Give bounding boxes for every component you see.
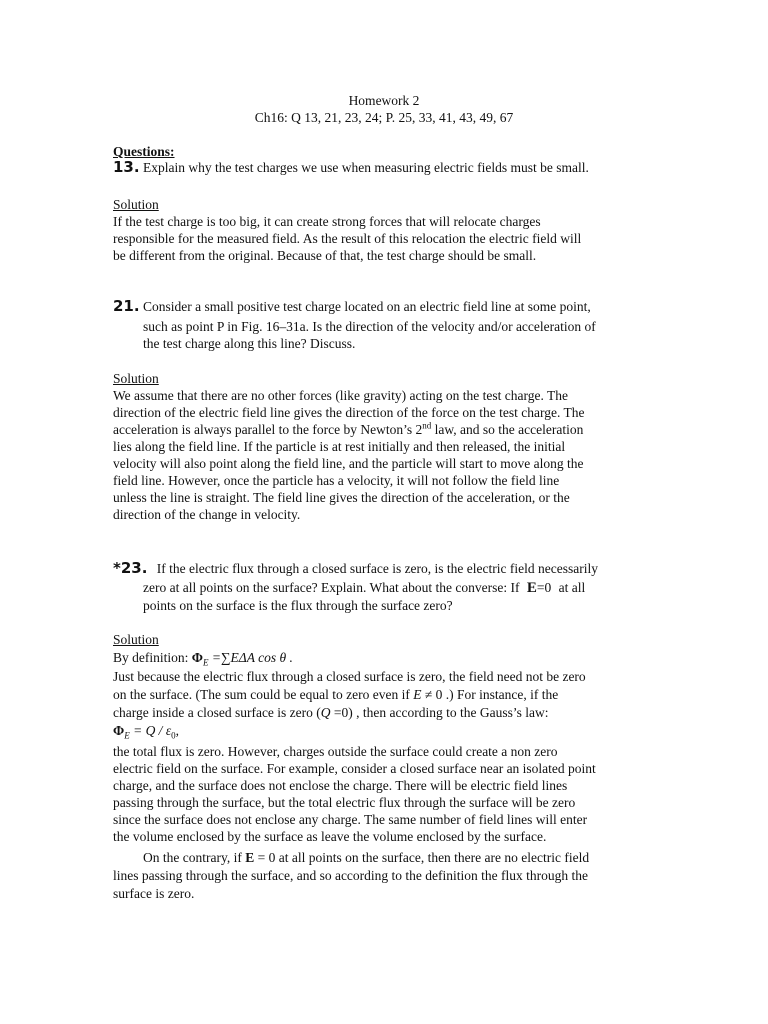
solution-line: We assume that there are no other forces (like gravity) acting on the test charge. The — [113, 388, 568, 403]
question-text: points on the surface is the flux through the surface zero? — [143, 598, 453, 613]
question-text: Explain why the test charges we use when measuring electric fields must be small. — [142, 160, 589, 175]
question-21 — [113, 298, 591, 315]
questions-heading: Questions: — [113, 144, 175, 159]
solution-line: charge inside a closed surface is zero (Q =0) , then according to the Gauss’s law: — [113, 705, 549, 720]
question-number: *23. — [113, 559, 148, 577]
solution-line: lies along the field line. If the particle is at rest initially and then released, the initial — [113, 439, 566, 454]
solution-line: charge, and the surface does not enclose the charge. There will be electric field lines — [113, 778, 568, 793]
solution-line: velocity will also point along the field line, and the particle will start to move along the — [113, 456, 584, 471]
solution-line: If the test charge is too big, it can create strong forces that will relocate charges — [113, 214, 541, 229]
gauss-law-formula: $\Phi_E = Q / \varepsilon_0$, — [113, 723, 180, 741]
question-text: the test charge along this line? Discuss. — [143, 336, 356, 351]
solution-line: responsible for the measured field. As the result of this relocation the electric field will — [113, 231, 582, 246]
solution-line: lines passing through the surface, and so according to the definition the flux through the — [113, 868, 589, 883]
solution-label: Solution — [113, 197, 159, 212]
solution-line: on the surface. (The sum could be equal to zero even if E ≠ 0 .) For instance, if the — [113, 687, 559, 702]
solution-line: be different from the original. Because of that, the test charge should be small. — [113, 248, 537, 263]
solution-line: On the contrary, if E = 0 at all points on the surface, then there are no electric field — [143, 850, 590, 865]
question-number: 13. — [113, 158, 140, 176]
solution-line: the total flux is zero. However, charges outside the surface could create a non zero — [113, 744, 558, 759]
solution-line: electric field on the surface. For example, consider a closed surface near an isolated point — [113, 761, 596, 776]
flux-formula: =∑EΔA cos θ . — [211, 650, 293, 665]
document-title: Homework 2 — [348, 93, 420, 108]
solution-line: unless the line is straight. The field line gives the direction of the acceleration, or the — [113, 490, 570, 505]
solution-line: since the surface does not enclose any charge. The same number of field lines will enter — [113, 812, 588, 827]
question-text: zero at all points on the surface? Explain. What about the converse: If E=0 at all — [143, 580, 586, 596]
question-13 — [113, 159, 589, 176]
question-text: such as point P in Fig. 16–31a. Is the direction of the velocity and/or acceleration of — [143, 319, 596, 334]
question-text: If the electric flux through a closed surface is zero, is the electric field necessarily — [156, 561, 598, 576]
solution-line: passing through the surface, but the total electric flux through the surface will be zero — [113, 795, 576, 810]
solution-line: Just because the electric flux through a closed surface is zero, the field need not be zero — [113, 669, 586, 684]
solution-line: surface is zero. — [113, 886, 195, 901]
solution-line: direction of the electric field line gives the direction of the force on the test charge. The — [113, 405, 585, 420]
solution-line: direction of the change in velocity. — [113, 507, 301, 522]
solution-label: Solution — [113, 632, 159, 647]
question-text: Consider a small positive test charge located on an electric field line at some point, — [142, 299, 591, 314]
definition-line: By definition: $\Phi_E =\sum E\Delta A$ cos θ . — [113, 650, 293, 668]
solution-line: the volume enclosed by the surface as leave the volume enclosed by the surface. — [113, 829, 547, 844]
solution-line: acceleration is always parallel to the force by Newton’s 2nd law, and so the acceleration — [113, 420, 584, 437]
chapter-assignment: Ch16: Q 13, 21, 23, 24; P. 25, 33, 41, 43, 49, 67 — [254, 110, 514, 125]
solution-label: Solution — [113, 371, 159, 386]
question-number: 21. — [113, 297, 140, 315]
question-23 — [113, 560, 598, 577]
solution-line: field line. However, once the particle has a velocity, it will not follow the field line — [113, 473, 560, 488]
